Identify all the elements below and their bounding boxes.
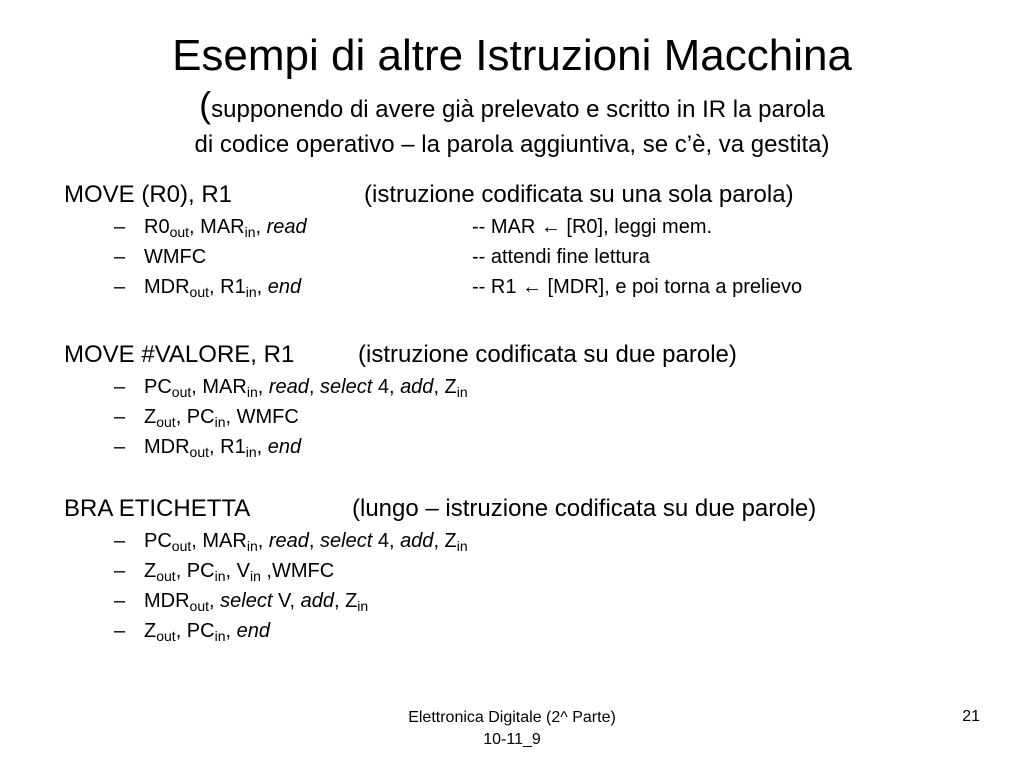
signal-subscript: out xyxy=(156,628,176,644)
signal-text: MDR xyxy=(144,590,190,612)
signal-text: end xyxy=(267,436,302,458)
signal-text: , MAR xyxy=(189,216,245,238)
signal-subscript: in xyxy=(249,568,261,584)
instruction-note: (istruzione codificata su due parole) xyxy=(358,341,737,368)
bullet-dash: – xyxy=(114,246,126,268)
signal-text: 4, xyxy=(372,376,401,398)
signal-text: 4, xyxy=(372,530,401,552)
signal-subscript: out xyxy=(189,598,210,614)
signal-text: , Z xyxy=(333,590,358,612)
signal-text: V, xyxy=(272,590,301,612)
slide-title: Esempi di altre Istruzioni Macchina xyxy=(172,31,852,80)
signal-subscript: out xyxy=(189,284,210,300)
signal-subscript: in xyxy=(214,414,226,430)
micro-step-signals xyxy=(144,434,301,460)
bullet-dash: – xyxy=(114,620,126,642)
signal-text: read xyxy=(266,216,307,238)
signal-text: , xyxy=(256,276,268,298)
signal-text: R0 xyxy=(144,216,170,238)
signal-text: , MAR xyxy=(191,530,247,552)
signal-text: end xyxy=(267,276,302,298)
signal-text: Z xyxy=(144,560,157,582)
micro-step-signals xyxy=(144,528,468,554)
signal-text: select xyxy=(220,590,273,612)
signal-text: Z xyxy=(144,620,157,642)
instruction-mnemonic: MOVE #VALORE, R1 xyxy=(64,341,295,368)
signal-text: , xyxy=(308,530,321,552)
footer-code: 10-11_9 xyxy=(483,731,541,748)
micro-step-signals xyxy=(144,374,468,400)
bullet-dash: – xyxy=(114,406,126,428)
signal-text: add xyxy=(300,590,334,612)
signal-text: MDR xyxy=(144,276,190,298)
signal-text: end xyxy=(236,620,270,642)
signal-subscript: out xyxy=(189,444,210,460)
micro-step-comment: -- MAR ← [R0], leggi mem. xyxy=(472,216,713,238)
signal-text: , xyxy=(256,436,268,458)
signal-text: , xyxy=(225,620,237,642)
signal-text: , xyxy=(308,376,321,398)
signal-text: , PC xyxy=(175,620,215,642)
bullet-dash: – xyxy=(114,590,126,612)
instruction-note: (lungo – istruzione codificata su due parole) xyxy=(352,495,817,522)
signal-text: , Z xyxy=(433,530,457,552)
signal-subscript: in xyxy=(246,384,258,400)
micro-step-signals xyxy=(144,618,270,644)
bullet-dash: – xyxy=(114,436,126,458)
footer-course: Elettronica Digitale (2^ Parte) xyxy=(408,709,616,726)
bullet-dash: – xyxy=(114,216,126,238)
signal-text: MDR xyxy=(144,436,190,458)
micro-step-signals xyxy=(144,214,307,240)
slide-subtitle-line-2: di codice operativo – la parola aggiuntiva, se c’è, va gestita) xyxy=(194,131,830,158)
subtitle-open-paren: ( xyxy=(199,84,212,125)
signal-text: , xyxy=(255,216,267,238)
page-number: 21 xyxy=(962,708,980,725)
micro-step-signals xyxy=(144,244,206,270)
signal-text: read xyxy=(268,530,309,552)
instruction-mnemonic: BRA ETICHETTA xyxy=(64,495,251,522)
bullet-dash: – xyxy=(114,560,126,582)
signal-subscript: in xyxy=(245,444,257,460)
signal-subscript: in xyxy=(244,224,256,240)
signal-subscript: out xyxy=(169,224,190,240)
signal-subscript: in xyxy=(456,538,468,554)
signal-subscript: out xyxy=(171,538,192,554)
bullet-dash: – xyxy=(114,276,126,298)
micro-step-comment: -- R1 ← [MDR], e poi torna a prelievo xyxy=(472,276,803,298)
signal-text: , R1 xyxy=(209,436,246,458)
signal-text: WMFC xyxy=(144,246,207,268)
signal-text: add xyxy=(400,376,434,398)
signal-text: PC xyxy=(144,530,172,552)
signal-text: , xyxy=(257,376,269,398)
subtitle-line-1-text: supponendo di avere già prelevato e scritto in IR la parola xyxy=(211,96,825,123)
signal-text: , MAR xyxy=(191,376,247,398)
signal-subscript: in xyxy=(245,284,257,300)
signal-text: , xyxy=(209,590,221,612)
signal-text: ,WMFC xyxy=(260,560,335,582)
signal-text: , V xyxy=(225,560,250,582)
signal-text: add xyxy=(400,530,434,552)
signal-text: PC xyxy=(144,376,172,398)
micro-step-signals xyxy=(144,274,301,300)
signal-text: select xyxy=(320,530,373,552)
micro-step-signals xyxy=(144,404,299,430)
signal-subscript: in xyxy=(456,384,468,400)
instruction-note: (istruzione codificata su una sola parola) xyxy=(364,181,794,208)
slide-subtitle-line-1 xyxy=(0,84,1024,127)
micro-step-signals xyxy=(144,558,334,584)
signal-text: , R1 xyxy=(209,276,246,298)
signal-text: , PC xyxy=(175,560,215,582)
signal-text: read xyxy=(268,376,309,398)
micro-step-signals xyxy=(144,588,368,614)
signal-text: , Z xyxy=(433,376,457,398)
signal-text: , xyxy=(257,530,269,552)
signal-subscript: in xyxy=(357,598,369,614)
signal-subscript: out xyxy=(171,384,192,400)
signal-text: select xyxy=(320,376,373,398)
signal-subscript: out xyxy=(156,568,176,584)
bullet-dash: – xyxy=(114,376,126,398)
signal-subscript: in xyxy=(214,568,226,584)
signal-subscript: in xyxy=(214,628,226,644)
signal-subscript: in xyxy=(246,538,258,554)
signal-text: , WMFC xyxy=(225,406,299,428)
instruction-mnemonic: MOVE (R0), R1 xyxy=(64,181,233,208)
micro-step-comment: -- attendi fine lettura xyxy=(472,246,650,268)
signal-text: , PC xyxy=(175,406,215,428)
signal-subscript: out xyxy=(156,414,176,430)
bullet-dash: – xyxy=(114,530,126,552)
signal-text: Z xyxy=(144,406,157,428)
